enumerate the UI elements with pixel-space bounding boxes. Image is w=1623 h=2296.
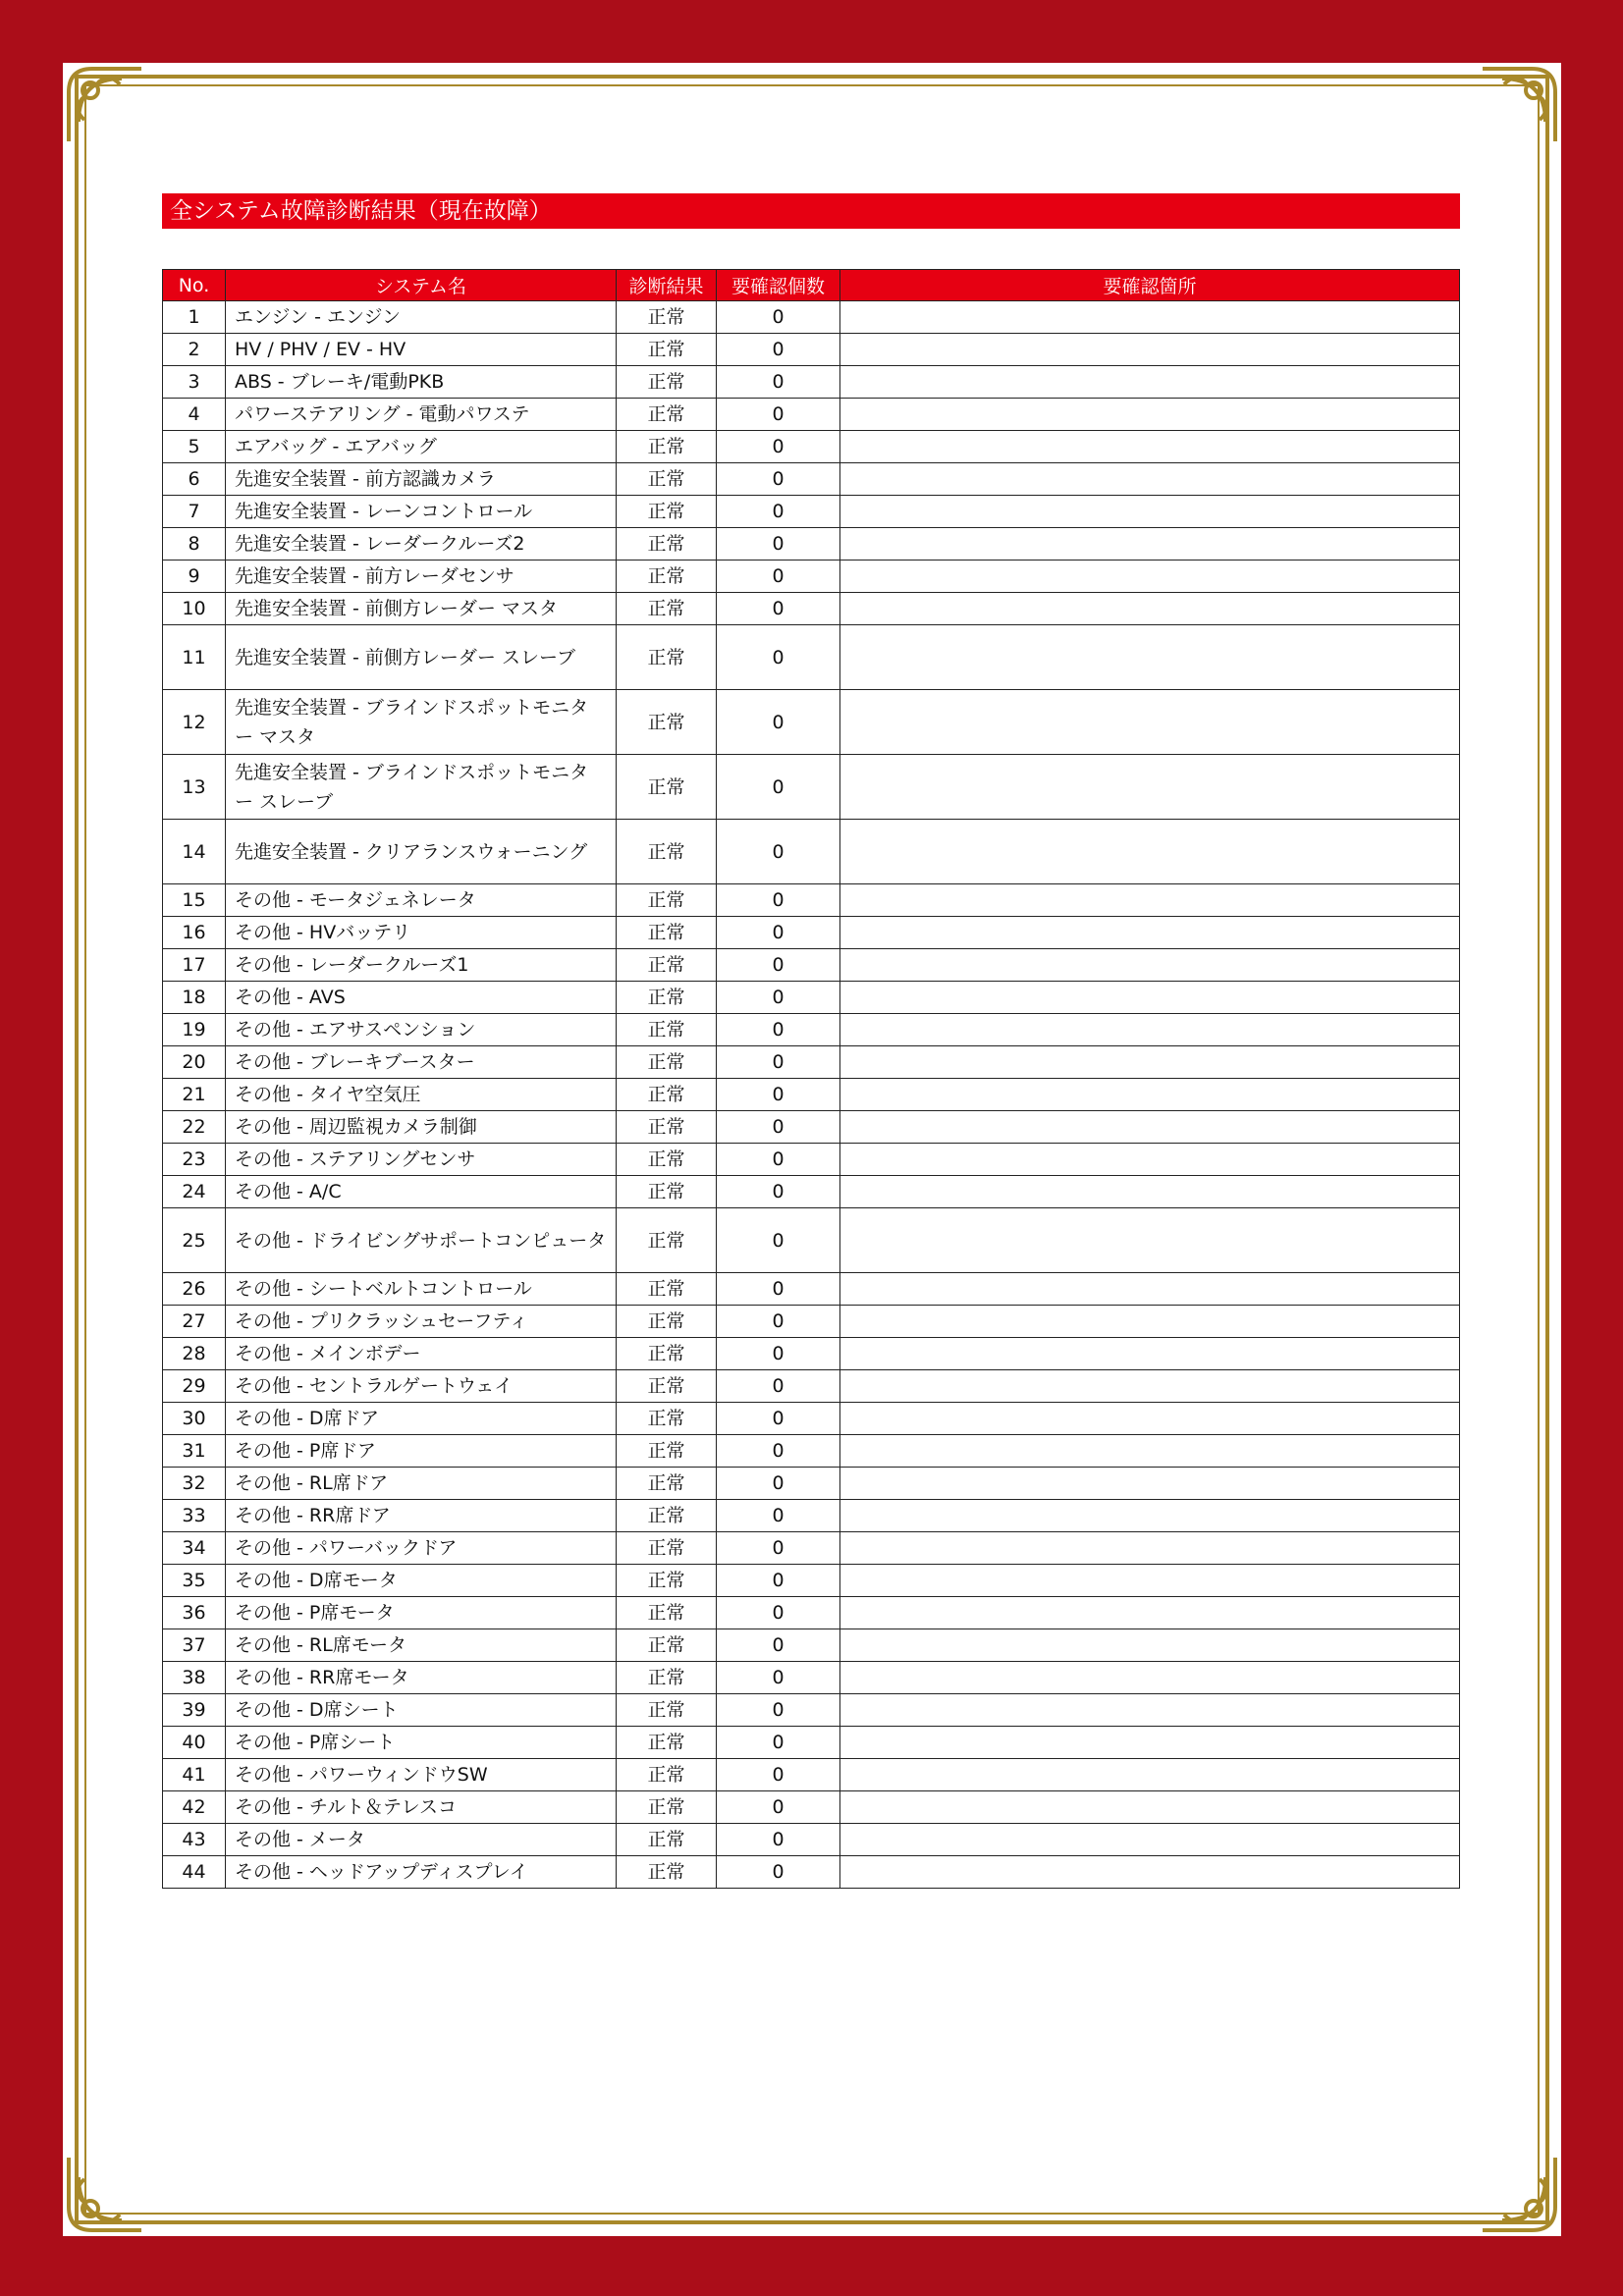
row-number: 21: [163, 1079, 226, 1111]
row-result: 正常: [617, 1306, 717, 1338]
table-row: [163, 884, 1460, 917]
row-number: 6: [163, 463, 226, 496]
row-system-name: 先進安全装置 - ブラインドスポットモニター マスタ: [226, 690, 617, 755]
row-location: [840, 1532, 1460, 1565]
header-system-name: システム名: [226, 270, 617, 301]
row-system-name: 先進安全装置 - 前側方レーダー マスタ: [226, 593, 617, 625]
row-result: 正常: [617, 1532, 717, 1565]
row-system-name: その他 - ブレーキブースター: [226, 1046, 617, 1079]
table-row: [163, 366, 1460, 399]
table-row: [163, 917, 1460, 949]
row-count: 0: [717, 1079, 840, 1111]
row-count: 0: [717, 1370, 840, 1403]
row-system-name: その他 - AVS: [226, 982, 617, 1014]
row-location: [840, 1468, 1460, 1500]
row-system-name: その他 - シートベルトコントロール: [226, 1273, 617, 1306]
row-result: 正常: [617, 1176, 717, 1208]
row-system-name: その他 - RR席モータ: [226, 1662, 617, 1694]
row-number: 32: [163, 1468, 226, 1500]
table-row: [163, 1824, 1460, 1856]
report-page: [63, 63, 1561, 2236]
table-row: [163, 1727, 1460, 1759]
row-count: 0: [717, 1856, 840, 1889]
row-count: 0: [717, 1338, 840, 1370]
row-number: 2: [163, 334, 226, 366]
table-row: [163, 1176, 1460, 1208]
corner-ornament-icon: [63, 2152, 147, 2236]
row-location: [840, 1629, 1460, 1662]
row-system-name: その他 - パワーバックドア: [226, 1532, 617, 1565]
row-count: 0: [717, 561, 840, 593]
row-location: [840, 1597, 1460, 1629]
row-number: 31: [163, 1435, 226, 1468]
row-location: [840, 1111, 1460, 1144]
row-result: 正常: [617, 399, 717, 431]
row-result: 正常: [617, 1370, 717, 1403]
row-count: 0: [717, 1791, 840, 1824]
row-location: [840, 463, 1460, 496]
row-number: 10: [163, 593, 226, 625]
row-result: 正常: [617, 1500, 717, 1532]
row-location: [840, 1500, 1460, 1532]
row-system-name: その他 - ドライビングサポートコンピュータ: [226, 1208, 617, 1273]
table-row: [163, 1273, 1460, 1306]
row-count: 0: [717, 1629, 840, 1662]
row-system-name: その他 - D席モータ: [226, 1565, 617, 1597]
row-location: [840, 399, 1460, 431]
row-system-name: その他 - RL席ドア: [226, 1468, 617, 1500]
row-count: 0: [717, 431, 840, 463]
row-number: 13: [163, 755, 226, 820]
row-result: 正常: [617, 366, 717, 399]
row-number: 4: [163, 399, 226, 431]
row-location: [840, 334, 1460, 366]
row-result: 正常: [617, 561, 717, 593]
row-location: [840, 1306, 1460, 1338]
row-system-name: 先進安全装置 - 前方レーダセンサ: [226, 561, 617, 593]
table-row: [163, 755, 1460, 820]
row-count: 0: [717, 1727, 840, 1759]
row-count: 0: [717, 917, 840, 949]
row-location: [840, 982, 1460, 1014]
table-row: [163, 1014, 1460, 1046]
row-number: 29: [163, 1370, 226, 1403]
table-row: [163, 949, 1460, 982]
row-system-name: その他 - チルト＆テレスコ: [226, 1791, 617, 1824]
row-result: 正常: [617, 1046, 717, 1079]
row-system-name: その他 - A/C: [226, 1176, 617, 1208]
row-result: 正常: [617, 949, 717, 982]
row-location: [840, 1565, 1460, 1597]
row-count: 0: [717, 1144, 840, 1176]
row-system-name: その他 - エアサスペンション: [226, 1014, 617, 1046]
corner-ornament-icon: [63, 63, 147, 147]
table-header-row: [163, 270, 1460, 301]
row-number: 1: [163, 301, 226, 334]
row-location: [840, 884, 1460, 917]
row-location: [840, 561, 1460, 593]
table-row: [163, 528, 1460, 561]
row-number: 44: [163, 1856, 226, 1889]
row-location: [840, 1046, 1460, 1079]
table-row: [163, 1338, 1460, 1370]
table-body: [163, 301, 1460, 1889]
table-row: [163, 1403, 1460, 1435]
table-row: [163, 1597, 1460, 1629]
row-system-name: エアバッグ - エアバッグ: [226, 431, 617, 463]
row-location: [840, 1079, 1460, 1111]
row-result: 正常: [617, 625, 717, 690]
row-number: 26: [163, 1273, 226, 1306]
row-system-name: その他 - セントラルゲートウェイ: [226, 1370, 617, 1403]
table-row: [163, 1208, 1460, 1273]
row-number: 12: [163, 690, 226, 755]
row-result: 正常: [617, 1273, 717, 1306]
row-result: 正常: [617, 593, 717, 625]
row-system-name: HV / PHV / EV - HV: [226, 334, 617, 366]
row-count: 0: [717, 1208, 840, 1273]
table-row: [163, 334, 1460, 366]
row-result: 正常: [617, 1662, 717, 1694]
row-result: 正常: [617, 690, 717, 755]
row-number: 33: [163, 1500, 226, 1532]
table-row: [163, 463, 1460, 496]
row-count: 0: [717, 301, 840, 334]
row-location: [840, 1791, 1460, 1824]
row-count: 0: [717, 1273, 840, 1306]
row-result: 正常: [617, 1856, 717, 1889]
row-number: 8: [163, 528, 226, 561]
row-result: 正常: [617, 1597, 717, 1629]
row-result: 正常: [617, 1338, 717, 1370]
row-location: [840, 1370, 1460, 1403]
row-count: 0: [717, 1759, 840, 1791]
row-count: 0: [717, 1565, 840, 1597]
table-row: [163, 1565, 1460, 1597]
row-number: 42: [163, 1791, 226, 1824]
row-count: 0: [717, 690, 840, 755]
row-system-name: ABS - ブレーキ/電動PKB: [226, 366, 617, 399]
row-number: 30: [163, 1403, 226, 1435]
row-number: 37: [163, 1629, 226, 1662]
row-result: 正常: [617, 755, 717, 820]
row-system-name: その他 - P席モータ: [226, 1597, 617, 1629]
row-number: 7: [163, 496, 226, 528]
row-location: [840, 528, 1460, 561]
row-location: [840, 1694, 1460, 1727]
row-result: 正常: [617, 1208, 717, 1273]
row-system-name: その他 - プリクラッシュセーフティ: [226, 1306, 617, 1338]
row-number: 36: [163, 1597, 226, 1629]
row-result: 正常: [617, 463, 717, 496]
row-location: [840, 301, 1460, 334]
row-system-name: その他 - モータジェネレータ: [226, 884, 617, 917]
row-location: [840, 1403, 1460, 1435]
row-system-name: その他 - RR席ドア: [226, 1500, 617, 1532]
row-result: 正常: [617, 1694, 717, 1727]
row-location: [840, 1338, 1460, 1370]
row-count: 0: [717, 1176, 840, 1208]
row-location: [840, 690, 1460, 755]
row-count: 0: [717, 625, 840, 690]
row-result: 正常: [617, 431, 717, 463]
table-row: [163, 561, 1460, 593]
row-location: [840, 949, 1460, 982]
header-result: 診断結果: [617, 270, 717, 301]
table-row: [163, 1370, 1460, 1403]
row-system-name: その他 - パワーウィンドウSW: [226, 1759, 617, 1791]
row-count: 0: [717, 528, 840, 561]
table-row: [163, 1144, 1460, 1176]
row-system-name: 先進安全装置 - 前方認識カメラ: [226, 463, 617, 496]
row-result: 正常: [617, 820, 717, 884]
row-location: [840, 1014, 1460, 1046]
row-system-name: その他 - ステアリングセンサ: [226, 1144, 617, 1176]
row-system-name: 先進安全装置 - ブラインドスポットモニター スレーブ: [226, 755, 617, 820]
table-row: [163, 593, 1460, 625]
row-result: 正常: [617, 1111, 717, 1144]
row-result: 正常: [617, 1629, 717, 1662]
row-number: 41: [163, 1759, 226, 1791]
row-number: 40: [163, 1727, 226, 1759]
row-system-name: パワーステアリング - 電動パワステ: [226, 399, 617, 431]
row-number: 19: [163, 1014, 226, 1046]
row-count: 0: [717, 399, 840, 431]
row-count: 0: [717, 1532, 840, 1565]
row-number: 24: [163, 1176, 226, 1208]
row-number: 27: [163, 1306, 226, 1338]
row-number: 17: [163, 949, 226, 982]
row-location: [840, 1144, 1460, 1176]
table-row: [163, 301, 1460, 334]
row-location: [840, 1208, 1460, 1273]
row-count: 0: [717, 1435, 840, 1468]
row-location: [840, 366, 1460, 399]
row-location: [840, 1856, 1460, 1889]
table-row: [163, 496, 1460, 528]
row-count: 0: [717, 593, 840, 625]
row-system-name: その他 - レーダークルーズ1: [226, 949, 617, 982]
row-system-name: その他 - メータ: [226, 1824, 617, 1856]
table-row: [163, 1435, 1460, 1468]
row-number: 38: [163, 1662, 226, 1694]
row-result: 正常: [617, 1759, 717, 1791]
row-system-name: エンジン - エンジン: [226, 301, 617, 334]
row-system-name: その他 - D席シート: [226, 1694, 617, 1727]
table-row: [163, 399, 1460, 431]
row-count: 0: [717, 1662, 840, 1694]
row-number: 23: [163, 1144, 226, 1176]
row-count: 0: [717, 496, 840, 528]
row-system-name: その他 - 周辺監視カメラ制御: [226, 1111, 617, 1144]
row-count: 0: [717, 755, 840, 820]
row-location: [840, 431, 1460, 463]
row-count: 0: [717, 1111, 840, 1144]
table-row: [163, 982, 1460, 1014]
row-system-name: その他 - タイヤ空気圧: [226, 1079, 617, 1111]
row-count: 0: [717, 1597, 840, 1629]
row-result: 正常: [617, 1144, 717, 1176]
row-result: 正常: [617, 1403, 717, 1435]
row-number: 3: [163, 366, 226, 399]
row-result: 正常: [617, 496, 717, 528]
row-location: [840, 820, 1460, 884]
row-number: 20: [163, 1046, 226, 1079]
row-result: 正常: [617, 301, 717, 334]
row-count: 0: [717, 949, 840, 982]
corner-ornament-icon: [1477, 63, 1561, 147]
row-location: [840, 1273, 1460, 1306]
header-no: No.: [163, 270, 226, 301]
row-count: 0: [717, 1046, 840, 1079]
row-number: 18: [163, 982, 226, 1014]
table-row: [163, 1046, 1460, 1079]
row-count: 0: [717, 1694, 840, 1727]
row-result: 正常: [617, 1791, 717, 1824]
row-system-name: 先進安全装置 - クリアランスウォーニング: [226, 820, 617, 884]
row-result: 正常: [617, 884, 717, 917]
row-system-name: その他 - HVバッテリ: [226, 917, 617, 949]
row-number: 43: [163, 1824, 226, 1856]
section-title: 全システム故障診断結果（現在故障）: [162, 193, 1460, 229]
row-count: 0: [717, 463, 840, 496]
row-location: [840, 496, 1460, 528]
row-location: [840, 1662, 1460, 1694]
corner-ornament-icon: [1477, 2152, 1561, 2236]
row-number: 9: [163, 561, 226, 593]
row-number: 16: [163, 917, 226, 949]
row-system-name: 先進安全装置 - レーダークルーズ2: [226, 528, 617, 561]
row-location: [840, 625, 1460, 690]
row-number: 34: [163, 1532, 226, 1565]
row-number: 5: [163, 431, 226, 463]
row-count: 0: [717, 1468, 840, 1500]
row-result: 正常: [617, 917, 717, 949]
table-row: [163, 1662, 1460, 1694]
table-row: [163, 1306, 1460, 1338]
row-location: [840, 1435, 1460, 1468]
row-count: 0: [717, 1014, 840, 1046]
row-count: 0: [717, 1824, 840, 1856]
table-row: [163, 1079, 1460, 1111]
row-number: 22: [163, 1111, 226, 1144]
header-location: 要確認箇所: [840, 270, 1460, 301]
row-result: 正常: [617, 1727, 717, 1759]
table-row: [163, 820, 1460, 884]
row-number: 15: [163, 884, 226, 917]
row-system-name: その他 - メインボデー: [226, 1338, 617, 1370]
row-location: [840, 1759, 1460, 1791]
row-result: 正常: [617, 1824, 717, 1856]
table-row: [163, 1111, 1460, 1144]
row-count: 0: [717, 884, 840, 917]
row-count: 0: [717, 1403, 840, 1435]
table-row: [163, 690, 1460, 755]
table-row: [163, 1532, 1460, 1565]
row-result: 正常: [617, 334, 717, 366]
row-number: 28: [163, 1338, 226, 1370]
row-result: 正常: [617, 982, 717, 1014]
row-system-name: その他 - P席シート: [226, 1727, 617, 1759]
table-row: [163, 1759, 1460, 1791]
table-row: [163, 1468, 1460, 1500]
row-system-name: 先進安全装置 - 前側方レーダー スレーブ: [226, 625, 617, 690]
row-result: 正常: [617, 1435, 717, 1468]
row-number: 39: [163, 1694, 226, 1727]
row-count: 0: [717, 1306, 840, 1338]
table-row: [163, 1629, 1460, 1662]
table-row: [163, 1791, 1460, 1824]
row-system-name: その他 - RL席モータ: [226, 1629, 617, 1662]
row-count: 0: [717, 820, 840, 884]
row-location: [840, 755, 1460, 820]
row-number: 11: [163, 625, 226, 690]
row-location: [840, 593, 1460, 625]
row-location: [840, 1727, 1460, 1759]
row-count: 0: [717, 366, 840, 399]
row-location: [840, 1176, 1460, 1208]
row-location: [840, 1824, 1460, 1856]
row-result: 正常: [617, 1014, 717, 1046]
row-result: 正常: [617, 1468, 717, 1500]
row-count: 0: [717, 334, 840, 366]
row-result: 正常: [617, 1079, 717, 1111]
row-system-name: その他 - P席ドア: [226, 1435, 617, 1468]
row-result: 正常: [617, 528, 717, 561]
row-number: 14: [163, 820, 226, 884]
row-number: 25: [163, 1208, 226, 1273]
diagnosis-table: [162, 269, 1460, 1889]
row-count: 0: [717, 982, 840, 1014]
table-row: [163, 1500, 1460, 1532]
table-row: [163, 625, 1460, 690]
row-result: 正常: [617, 1565, 717, 1597]
row-number: 35: [163, 1565, 226, 1597]
table-row: [163, 1856, 1460, 1889]
row-count: 0: [717, 1500, 840, 1532]
row-system-name: その他 - ヘッドアップディスプレイ: [226, 1856, 617, 1889]
row-location: [840, 917, 1460, 949]
header-count: 要確認個数: [717, 270, 840, 301]
table-row: [163, 1694, 1460, 1727]
row-system-name: その他 - D席ドア: [226, 1403, 617, 1435]
table-row: [163, 431, 1460, 463]
row-system-name: 先進安全装置 - レーンコントロール: [226, 496, 617, 528]
